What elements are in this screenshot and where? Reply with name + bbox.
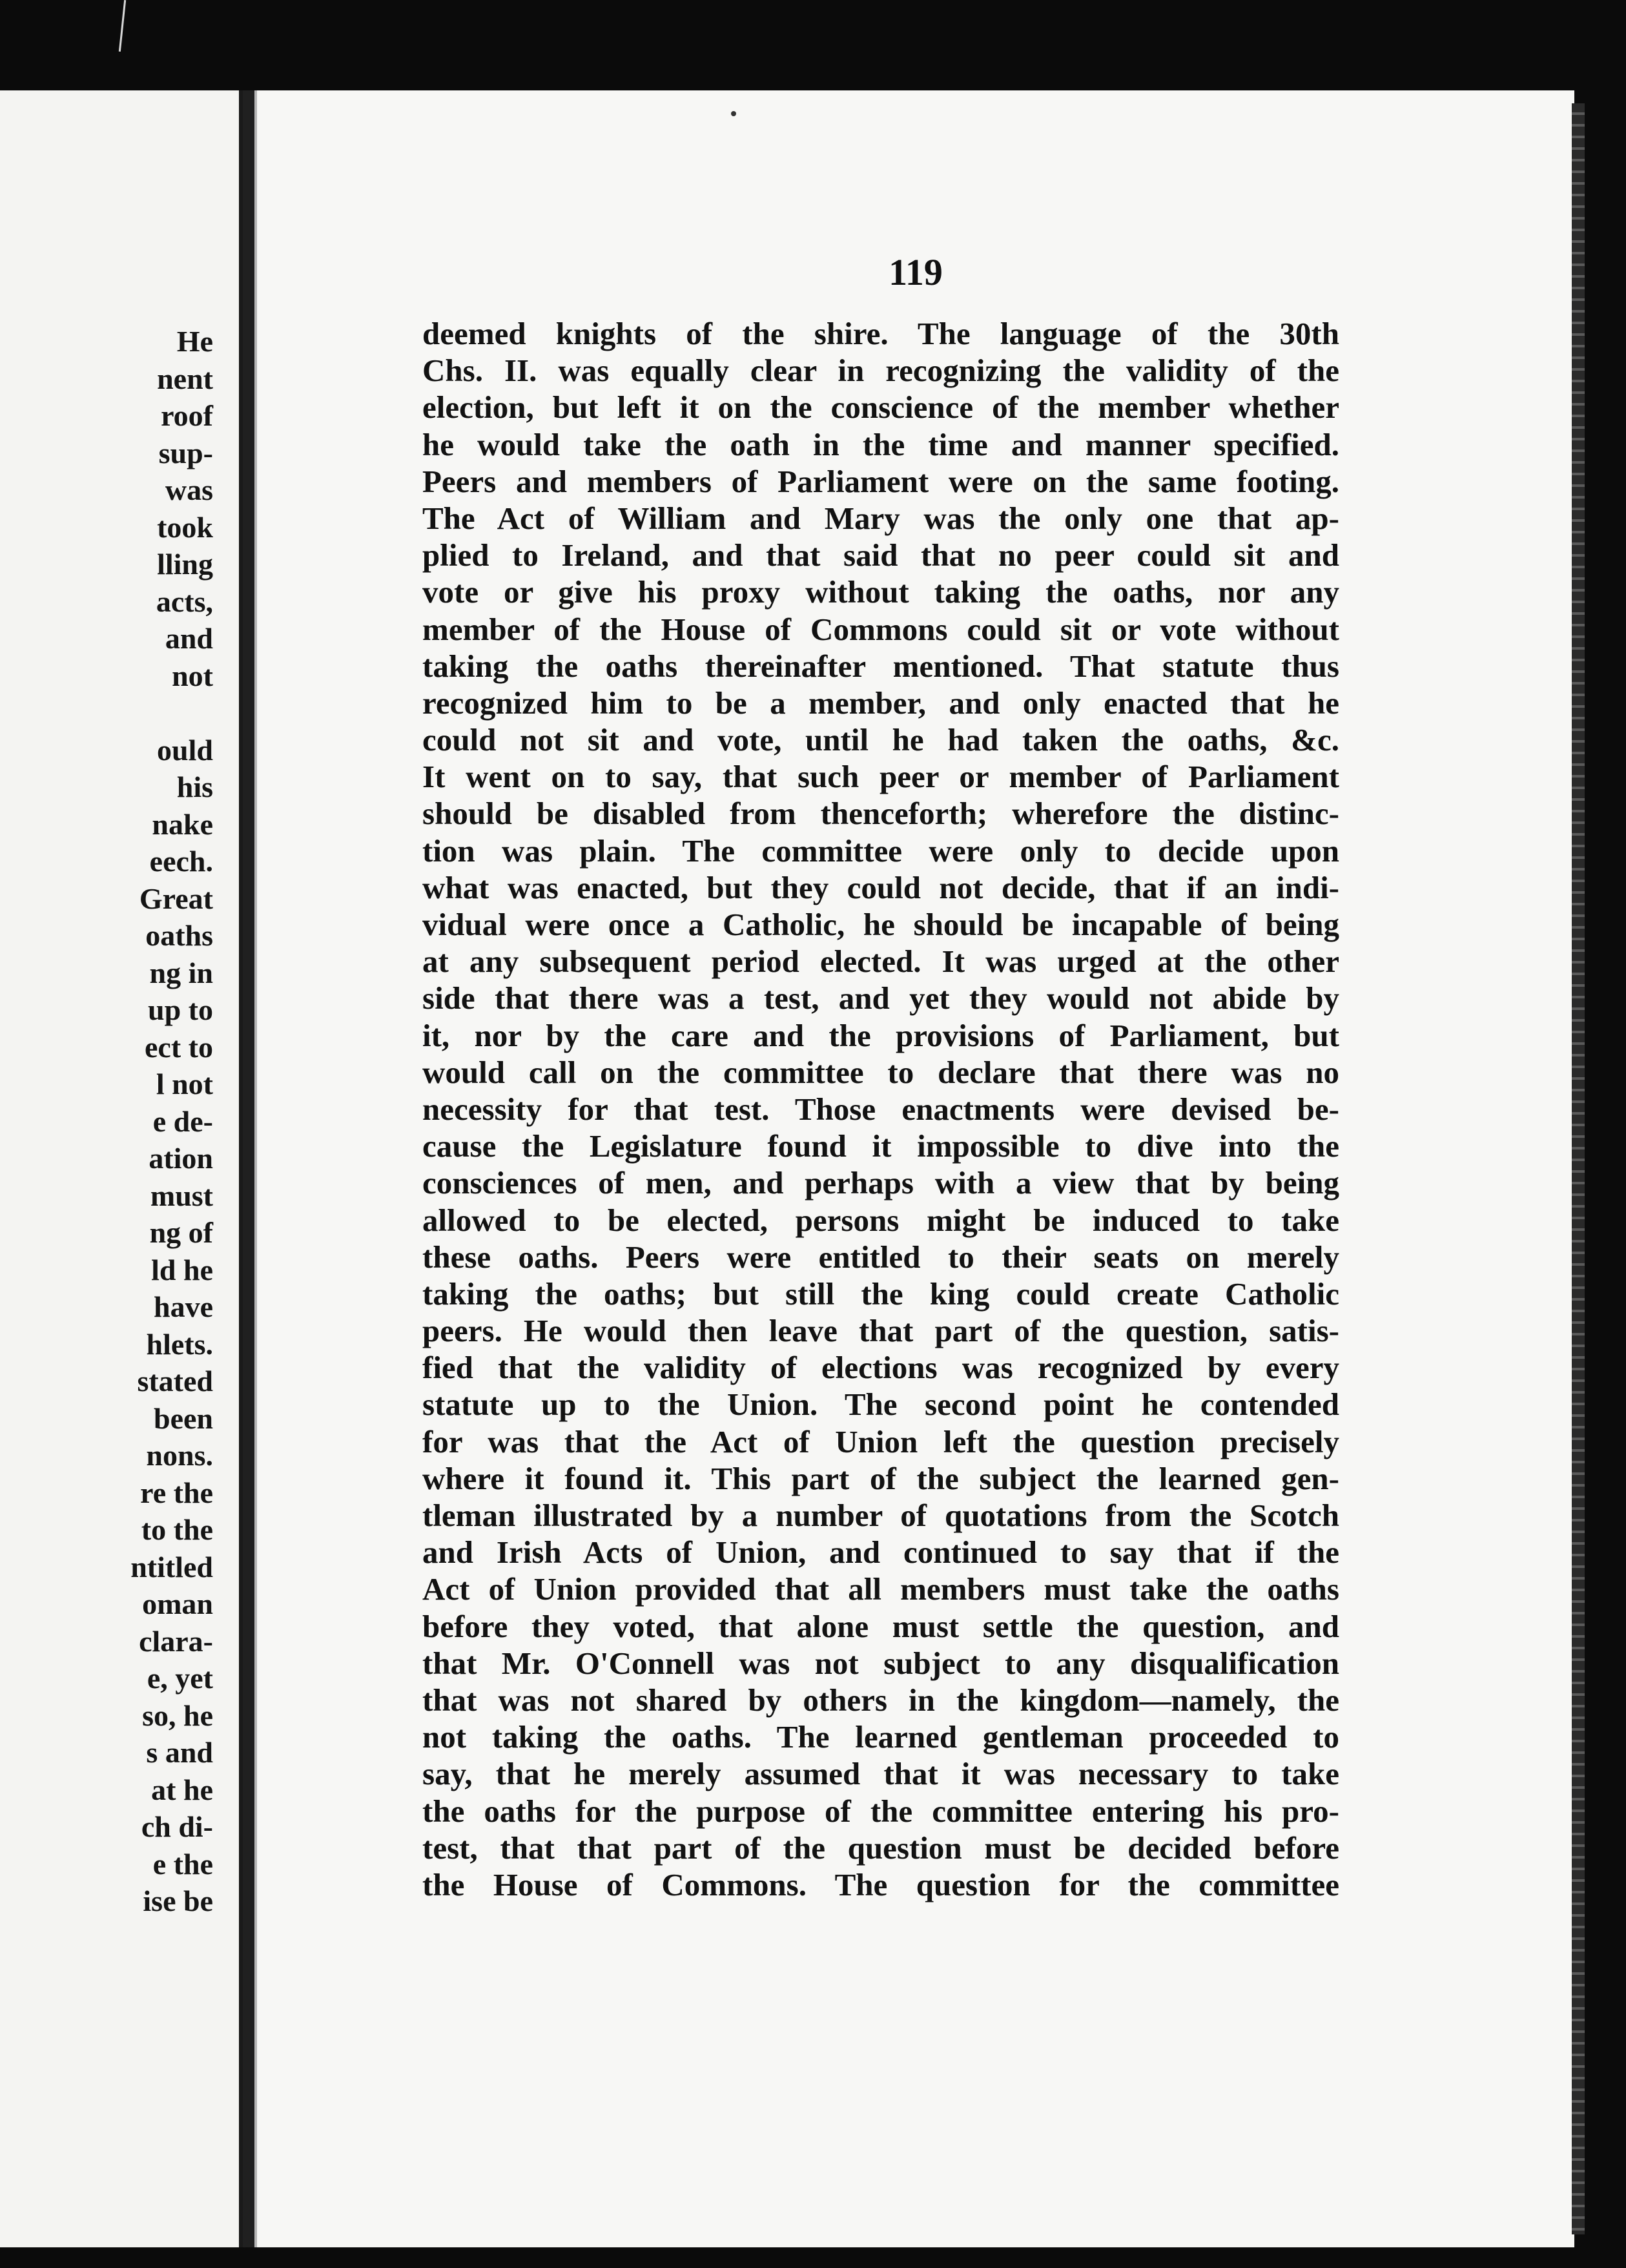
text-line: that Mr. O'Connell was not subject to any disqualification [422,1645,1339,1681]
left-page-fragment: re the [140,1476,213,1509]
text-line: what was enacted, but they could not decide, that if an indi- [422,869,1339,905]
left-page-fragment: l not [156,1067,213,1100]
text-line: taking the oaths thereinafter mentioned. That statute thus [422,648,1339,684]
left-page-fragment: must [150,1179,213,1212]
text-line: allowed to be elected, persons might be induced to take [422,1202,1339,1238]
text-line: peers. He would then leave that part of the question, satis- [422,1313,1339,1349]
left-page-fragment: ation [149,1142,213,1175]
left-page-fragment [130,694,213,732]
text-line: would call on the committee to declare that there was no [422,1054,1339,1090]
text-line: at any subsequent period elected. It was urged at the other [422,943,1339,980]
text-line: should be disabled from thenceforth; wherefore the distinc- [422,796,1339,832]
text-line: member of the House of Commons could sit or vote without [422,611,1339,647]
left-page-fragment: and [165,622,213,655]
text-line: could not sit and vote, until he had taken the oaths, &c. [422,722,1339,758]
left-page-fragment: e de- [152,1104,213,1138]
book-gutter [243,90,254,2247]
left-page-fragment: oman [142,1587,213,1620]
text-line: The Act of William and Mary was the only one that ap- [422,500,1339,536]
text-line: Act of Union provided that all members must take the oaths [422,1571,1339,1607]
text-line: plied to Ireland, and that said that no peer could sit and [422,537,1339,573]
text-line: not taking the oaths. The learned gentleman proceeded to [422,1719,1339,1755]
left-page-text-fragments [130,323,213,1920]
left-page-fragment: ng in [149,956,213,989]
text-line: where it found it. This part of the subject the learned gen- [422,1460,1339,1496]
left-page-fragment: been [154,1401,213,1435]
text-line: election, but left it on the conscience of the member whether [422,389,1339,426]
left-page-fragment: at he [151,1773,213,1806]
text-line: statute up to the Union. The second point he contended [422,1387,1339,1423]
left-page-fragment: ch di- [141,1810,213,1843]
text-line: taking the oaths; but still the king could create Catholic [422,1275,1339,1312]
text-line: tion was plain. The committee were only to decide upon [422,832,1339,869]
left-page-fragment: lling [157,548,213,581]
text-line: these oaths. Peers were entitled to their seats on merely [422,1239,1339,1275]
left-page-fragment: ect to [145,1030,213,1064]
scan-mark [119,0,126,52]
left-page-fragment: nons. [146,1439,213,1472]
left-page-fragment: have [154,1290,213,1323]
left-page-fragment: up to [148,993,213,1026]
left-page-fragment: hlets. [146,1327,213,1361]
left-page-fragment: s and [146,1736,213,1769]
left-page-fragment: not [172,659,213,692]
left-page-fragment: took [157,510,213,544]
text-line: say, that he merely assumed that it was necessary to take [422,1756,1339,1792]
left-page-fragment: clara- [139,1624,213,1658]
left-page-fragment: ng of [149,1216,213,1249]
text-line: consciences of men, and perhaps with a view that by being [422,1165,1339,1201]
page-body-text [422,315,1339,1903]
left-page-fragment: eech. [149,845,213,878]
text-line: the oaths for the purpose of the committee entering his pro- [422,1793,1339,1829]
left-page-fragment: roof [161,399,213,432]
page-edge [1572,103,1585,2234]
left-page-fragment: acts, [156,584,213,618]
text-line: Chs. II. was equally clear in recognizing the validity of the [422,353,1339,389]
left-page-fragment: Great [139,881,213,915]
left-page-fragment: nake [152,807,213,841]
left-page-fragment: nent [157,362,213,395]
left-page-fragment: e, yet [147,1662,213,1695]
text-line: that was not shared by others in the kingdom—namely, the [422,1682,1339,1718]
text-line: he would take the oath in the time and manner specified. [422,426,1339,462]
text-line: it, nor by the care and the provisions of Parliament, but [422,1017,1339,1053]
text-line: Peers and members of Parliament were on the same footing. [422,463,1339,499]
ink-dot [731,111,736,116]
text-line: recognized him to be a member, and only enacted that he [422,685,1339,721]
text-line: vote or give his proxy without taking the oaths, nor any [422,574,1339,610]
left-page-fragment: He [176,325,213,358]
text-line: before they voted, that alone must settle the question, and [422,1608,1339,1644]
main-page [254,90,1574,2247]
text-line: vidual were once a Catholic, he should be incapable of being [422,907,1339,942]
left-page-fragment: so, he [142,1698,213,1732]
text-line: side that there was a test, and yet they would not abide by [422,980,1339,1016]
left-page-fragment: oaths [145,919,213,952]
text-line: for was that the Act of Union left the question precisely [422,1423,1339,1459]
text-line: It went on to say, that such peer or member of Parliament [422,759,1339,795]
left-page-fragment: ld he [151,1253,213,1286]
left-page-fragment: e the [152,1847,213,1881]
left-page-fragment: to the [141,1513,213,1546]
text-line: cause the Legislature found it impossible to dive into the [422,1128,1339,1164]
left-page-fragment: stated [137,1365,213,1397]
left-page-fragment: ould [157,733,213,767]
text-line: deemed knights of the shire. The language of the 30th [422,316,1339,351]
text-line: test, that that part of the question must be decided before [422,1830,1339,1866]
left-page-fragment: ise be [143,1884,213,1917]
text-line: the House of Commons. The question for the committee [422,1866,1339,1902]
page-number: 119 [889,251,943,293]
left-page-fragment: was [165,473,213,506]
text-line: and Irish Acts of Union, and continued to say that if the [422,1534,1339,1571]
left-facing-page [0,90,243,2247]
left-page-fragment: sup- [158,436,213,469]
left-page-fragment: his [176,770,213,803]
text-line: fied that the validity of elections was recognized by every [422,1350,1339,1386]
text-line: tleman illustrated by a number of quotations from the Scotch [422,1498,1339,1533]
text-line: necessity for that test. Those enactments were devised be- [422,1091,1339,1127]
left-page-fragment: ntitled [130,1550,213,1583]
